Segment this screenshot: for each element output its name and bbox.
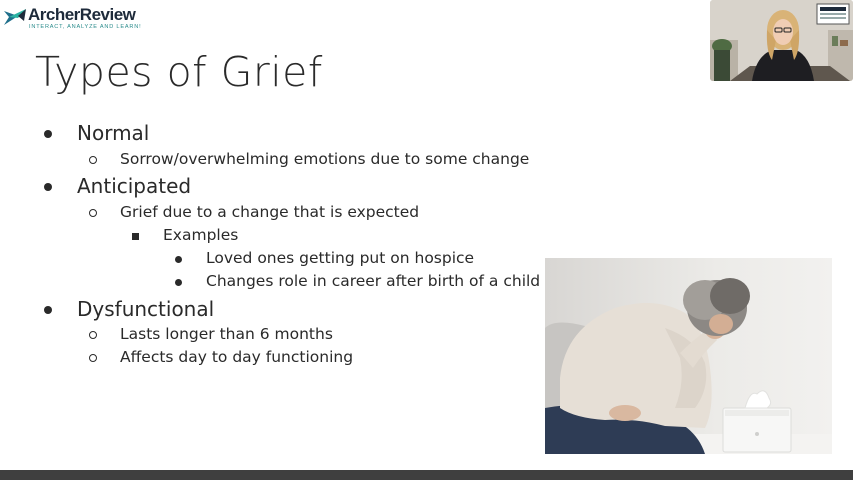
list-item: Affects day to day functioning [120,348,354,366]
presenter-video-image [710,0,853,81]
brand-name: ArcherReview [28,5,136,24]
presenter-webcam [710,0,853,81]
bullet-disc-icon [175,279,182,286]
archer-arrow-icon [4,7,26,27]
bullet-disc-icon [175,256,182,263]
brand-tagline: INTERACT, ANALYZE AND LEARN! [29,24,142,30]
bullet-circle-icon [89,331,97,339]
list-item: Changes role in career after birth of a child [206,272,541,290]
list-item: Examples [163,226,239,244]
grieving-woman-image [545,258,832,454]
bullet-square-icon [132,233,139,240]
brand-logo [4,4,144,34]
bullet-disc-icon [44,130,52,138]
list-item: Normal [77,121,150,145]
bullet-disc-icon [44,306,52,314]
bullet-circle-icon [89,209,97,217]
bullet-circle-icon [89,156,97,164]
slide-title: Types of Grief [35,48,323,96]
list-item: Lasts longer than 6 months [120,325,333,343]
list-item: Grief due to a change that is expected [120,203,420,221]
bullet-circle-icon [89,354,97,362]
list-item: Dysfunctional [77,297,215,321]
list-item: Loved ones getting put on hospice [206,249,475,267]
list-item: Anticipated [77,174,192,198]
grief-photo [545,258,832,454]
list-item: Sorrow/overwhelming emotions due to some change [120,150,530,168]
bullet-disc-icon [44,183,52,191]
bottom-bar [0,470,853,480]
